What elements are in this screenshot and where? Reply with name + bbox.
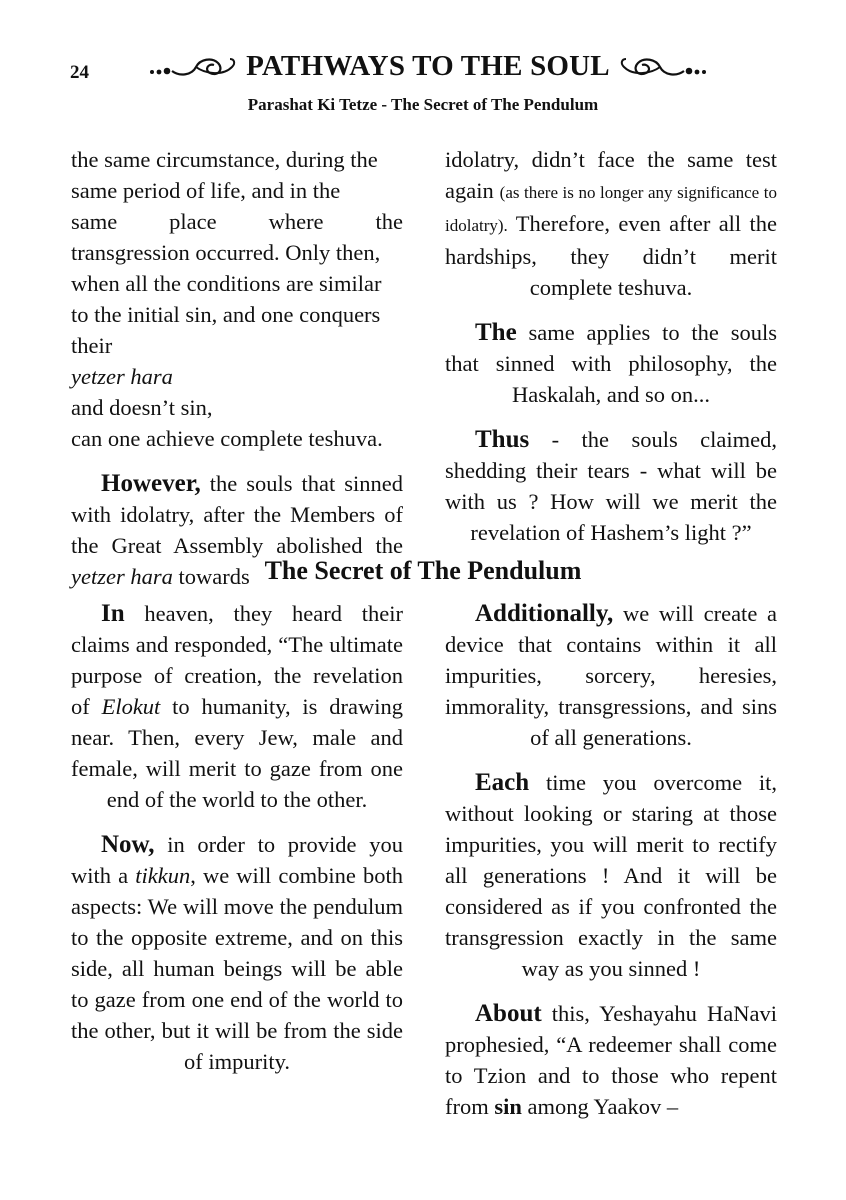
bottom-right-column [445, 598, 777, 1136]
paragraph: In heaven, they heard their claims and responded, “The ultimate purpose of creation, the revelation of Elokut to humanity, is drawing near. Then, every Jew, male and female, will merit to gaze from one end of the world to the other. [71, 600, 403, 812]
header-title-row [130, 50, 726, 83]
paragraph: Now, in order to provide you with a tikkun, we will combine both aspects: We will move the pendulum to the opposite extreme, and on this side, all human beings will be able to gaze from one end of the world to the other, but it will be from the side of impurity. [71, 831, 403, 1074]
right-flourish-icon [618, 55, 708, 79]
paragraph: Each time you overcome it, without looking or staring at those impurities, you will merit to rectify all generations ! And it will be considered as if you confronted the transgression exactly in the same way as you sinned ! [445, 769, 777, 981]
paragraph: The same applies to the souls that sinned with philosophy, the Haskalah, and so on... [445, 319, 777, 407]
paragraph: However, the souls that sinned with idolatry, after the Members of the Great Assembly abolished the yetzer hara towards [71, 470, 403, 589]
chapter-subtitle: Parashat Ki Tetze - The Secret of The Pendulum [247, 95, 599, 114]
left-flourish-icon [148, 55, 238, 79]
section-title: The Secret of The Pendulum [264, 556, 582, 585]
header-title: PATHWAYS TO THE SOUL [246, 50, 610, 82]
top-right-column [445, 144, 777, 562]
paragraph: About this, Yeshayahu HaNavi prophesied, “A redeemer shall come to Tzion and to those who repent from sin among Yaakov – [445, 1000, 777, 1119]
spaced-line: same place where the [71, 209, 403, 234]
paragraph: the same circumstance, during the same period of life, and in the same place where the transgression occurred. Only then, when all the conditions are similar to the initial sin, and one conquers their yetzer hara and doesn’t sin, can one achieve complete teshuva. [71, 147, 403, 451]
paragraph: idolatry, didn’t face the same test again (as there is no longer any significance to idolatry). Therefore, even after all the hardships, they didn’t merit complete teshuva. [445, 147, 777, 300]
top-left-column [71, 144, 403, 606]
paragraph: Additionally, we will create a device that contains within it all impurities, sorcery, heresies, immorality, transgressions, and sins of all generations. [445, 600, 777, 750]
page-number: 24 [70, 62, 89, 83]
page-header [0, 50, 846, 94]
paragraph: Thus - the souls claimed, shedding their tears - what will be with us ? How will we merit the revelation of Hashem’s light ?” [445, 426, 777, 545]
bottom-left-column [71, 598, 403, 1091]
